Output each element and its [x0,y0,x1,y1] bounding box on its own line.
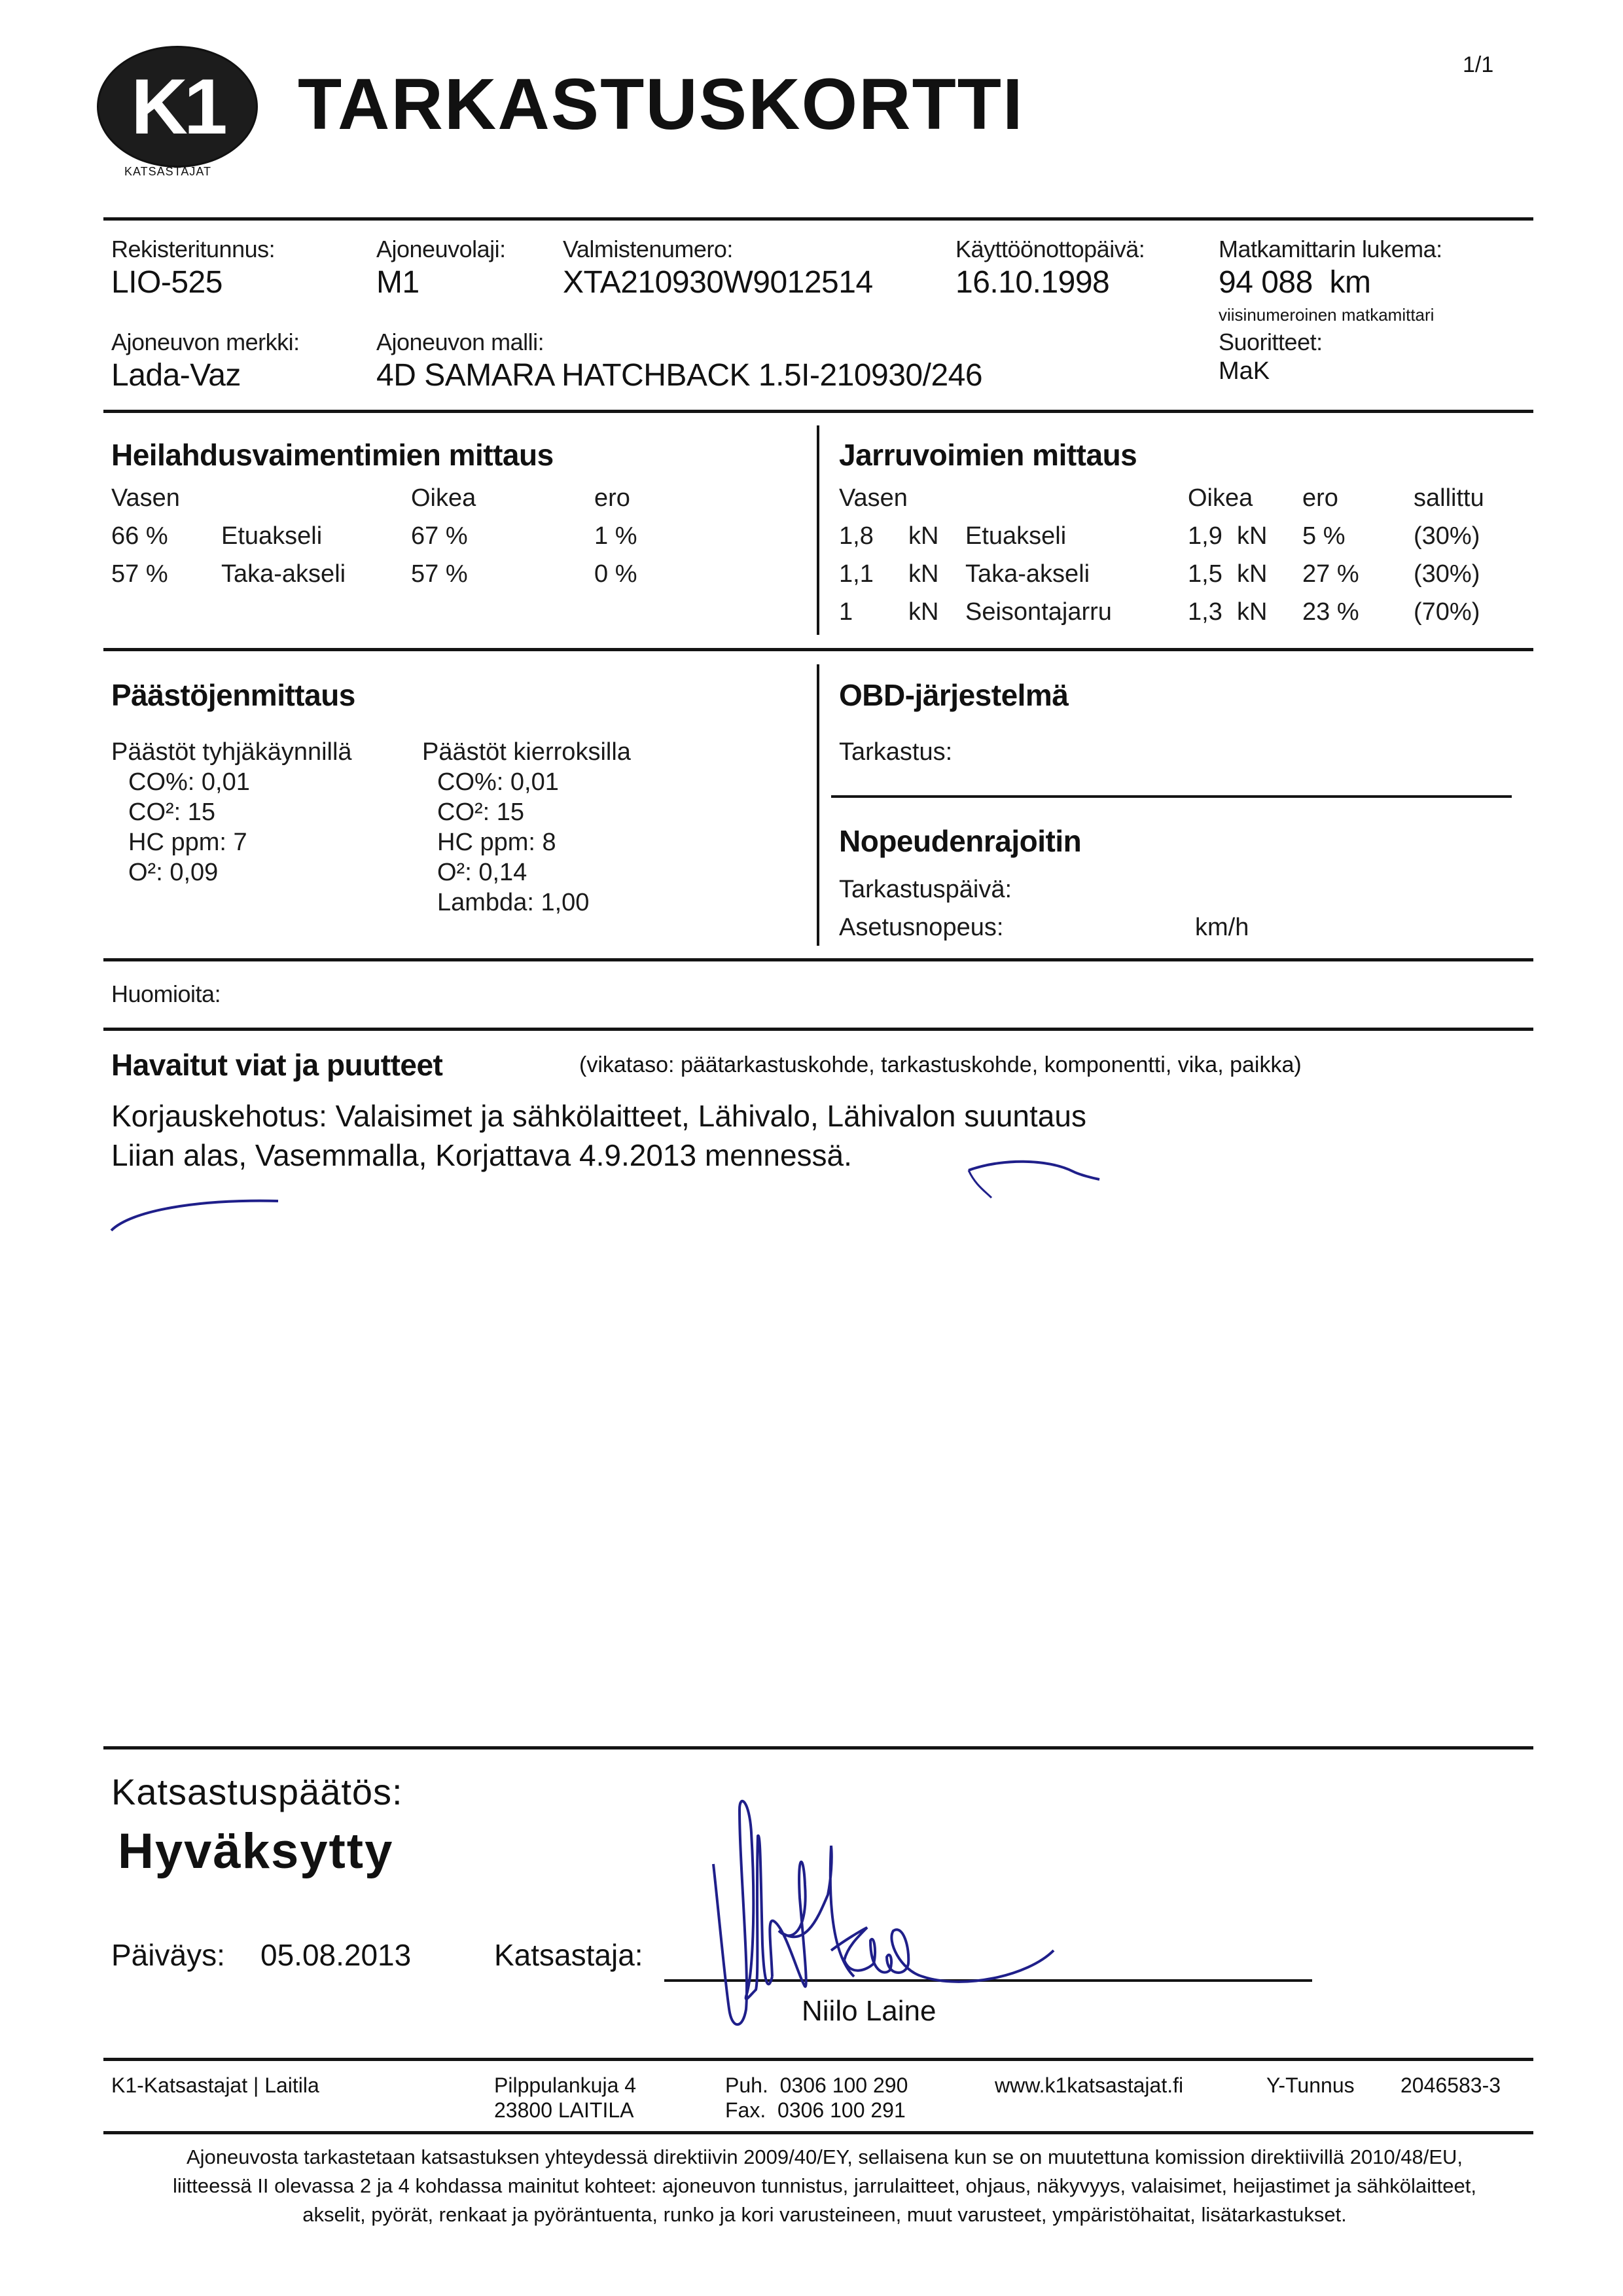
footer-web-link[interactable]: www.k1katsastajat.fi [995,2073,1184,2097]
brake-unit-right: kN [1237,522,1268,550]
legal-text-line: akselit, pyörät, renkaat ja pyöräntuenta, runko ja kori varusteineen, muut varusteet, ympäristöhaitat, lisätarkastukset. [302,2203,1347,2226]
page-number: 1/1 [1463,52,1494,77]
brake-unit-right: kN [1237,598,1268,626]
brake-right: 1,9 [1188,522,1222,550]
divider [103,1746,1533,1749]
signature-stroke [770,1846,854,1986]
divider [103,410,1533,413]
date-label: Päiväys: [111,1938,225,1972]
odometer-label: Matkamittarin lukema: [1219,236,1442,262]
signature-stroke [831,1928,1054,1982]
emission-line: CO²: 15 [437,798,525,826]
footer-phone: Puh. 0306 100 290 [725,2073,908,2097]
shock-right: 67 % [411,522,468,550]
brake-allowed: (70%) [1414,598,1480,626]
shock-header-diff: ero [594,484,630,512]
shock-left: 57 % [111,560,168,588]
brake-unit-left: kN [908,522,939,550]
brakes-title: Jarruvoimien mittaus [839,438,1137,472]
brake-diff: 23 % [1302,598,1359,626]
footer-address-2: 23800 LAITILA [494,2098,634,2122]
decision-label: Katsastuspäätös: [111,1771,403,1812]
emission-line: HC ppm: 8 [437,829,556,856]
footer-ytunnus-value: 2046583-3 [1400,2073,1501,2097]
signature [687,1780,1276,2055]
footer-company: K1-Katsastajat | Laitila [111,2073,319,2097]
brakes-header-left: Vasen [839,484,908,512]
brake-unit-right: kN [1237,560,1268,588]
brakes-header-diff: ero [1302,484,1338,512]
emission-line: CO%: 0,01 [437,768,559,796]
first-use-label: Käyttöönottopäivä: [955,236,1145,262]
shock-header-right: Oikea [411,484,476,512]
emission-line: Lambda: 1,00 [437,889,590,916]
model-label: Ajoneuvon malli: [376,329,544,355]
brake-axle: Taka-akseli [965,560,1090,588]
emission-line: O²: 0,14 [437,859,527,886]
brake-allowed: (30%) [1414,522,1480,550]
make-label: Ajoneuvon merkki: [111,329,300,355]
brake-right: 1,3 [1188,598,1222,626]
legal-text-line: Ajoneuvosta tarkastetaan katsastuksen yhteydessä direktiivin 2009/40/EY, sellaisena kun se on muutettuna komission direktiivillä 2010/48/EU, [186,2145,1463,2168]
defects-legend: (vikataso: päätarkastuskohde, tarkastuskohde, komponentti, vika, paikka) [579,1052,1302,1077]
shock-diff: 0 % [594,560,637,588]
obd-check-label: Tarkastus: [839,738,953,766]
inspector-label: Katsastaja: [494,1938,643,1972]
shock-header-left: Vasen [111,484,180,512]
brake-left: 1,8 [839,522,874,550]
pen-stroke [969,1162,1099,1179]
legal-text-line: liitteessä II olevassa 2 ja 4 kohdassa mainitut kohteet: ajoneuvon tunnistus, jarrulaitteet, ohjaus, näkyvyys, valaisimet, heijastimet ja sähkölaitteet, [173,2174,1476,2197]
divider [103,1028,1533,1031]
k1-logo [97,46,258,168]
vin-value: XTA210930W9012514 [563,265,873,300]
logo-subtitle: KATSASTAJAT [124,165,212,178]
divider [103,217,1533,221]
defects-title: Havaitut viat ja puutteet [111,1048,443,1082]
emission-line: CO%: 0,01 [128,768,250,796]
divider [103,648,1533,651]
defect-line: Korjauskehotus: Valaisimet ja sähkölaitteet, Lähivalo, Lähivalon suuntaus [111,1099,1086,1133]
brake-axle: Etuakseli [965,522,1067,550]
limiter-speed-unit: km/h [1195,914,1249,941]
emission-line: CO²: 15 [128,798,216,826]
brake-allowed: (30%) [1414,560,1480,588]
divider [103,2131,1533,2134]
brake-left: 1,1 [839,560,874,588]
performed-value: MaK [1219,357,1270,385]
brake-axle: Seisontajarru [965,598,1112,626]
brake-unit-left: kN [908,560,939,588]
class-value: M1 [376,265,419,300]
emissions-idle-title: Päästöt tyhjäkäynnillä [111,738,352,766]
signature-stroke [713,1801,772,2024]
shock-axle: Taka-akseli [221,560,346,588]
brake-left: 1 [839,598,853,626]
brake-diff: 5 % [1302,522,1346,550]
reg-value: LIO-525 [111,265,223,300]
defect-line: Liian alas, Vasemmalla, Korjattava 4.9.2013 mennessä. [111,1138,852,1172]
vin-label: Valmistenumero: [563,236,733,262]
limiter-speed-label: Asetusnopeus: [839,914,1004,941]
column-divider [817,425,819,635]
reg-label: Rekisteritunnus: [111,236,276,262]
footer-address-1: Pilppulankuja 4 [494,2073,637,2097]
remarks-label: Huomioita: [111,980,221,1007]
shock-left: 66 % [111,522,168,550]
shock-diff: 1 % [594,522,637,550]
emissions-title: Päästöjenmittaus [111,678,355,712]
pen-strokes [98,1139,1211,1244]
logo-text: K1 [131,63,224,151]
shock-axle: Etuakseli [221,522,323,550]
document-title: TARKASTUSKORTTI [298,64,1024,145]
brakes-header-allowed: sallittu [1414,484,1484,512]
pen-stroke [969,1170,991,1198]
limiter-date-label: Tarkastuspäivä: [839,876,1012,903]
class-label: Ajoneuvolaji: [376,236,506,262]
model-value: 4D SAMARA HATCHBACK 1.5I-210930/246 [376,358,983,393]
brake-right: 1,5 [1188,560,1222,588]
emissions-rpm-title: Päästöt kierroksilla [422,738,631,766]
pen-stroke [111,1201,278,1230]
limiter-title: Nopeudenrajoitin [839,824,1082,858]
obd-title: OBD-järjestelmä [839,678,1069,712]
performed-label: Suoritteet: [1219,329,1323,355]
emission-line: HC ppm: 7 [128,829,247,856]
inspector-name: Niilo Laine [802,1995,936,2027]
divider [103,958,1533,961]
brake-diff: 27 % [1302,560,1359,588]
odometer-value: 94 088 km [1219,265,1371,300]
column-divider [817,664,819,946]
divider [103,2058,1533,2061]
shock-right: 57 % [411,560,468,588]
footer-fax: Fax. 0306 100 291 [725,2098,906,2122]
brake-unit-left: kN [908,598,939,626]
brakes-header-right: Oikea [1188,484,1253,512]
decision-value: Hyväksytty [118,1823,394,1879]
divider [831,795,1512,798]
emission-line: O²: 0,09 [128,859,219,886]
first-use-value: 16.10.1998 [955,265,1110,300]
odometer-note: viisinumeroinen matkamittari [1219,305,1435,325]
shock-title: Heilahdusvaimentimien mittaus [111,438,554,472]
date-value: 05.08.2013 [260,1938,412,1972]
footer-ytunnus-label: Y-Tunnus [1266,2073,1355,2097]
make-value: Lada-Vaz [111,358,241,393]
